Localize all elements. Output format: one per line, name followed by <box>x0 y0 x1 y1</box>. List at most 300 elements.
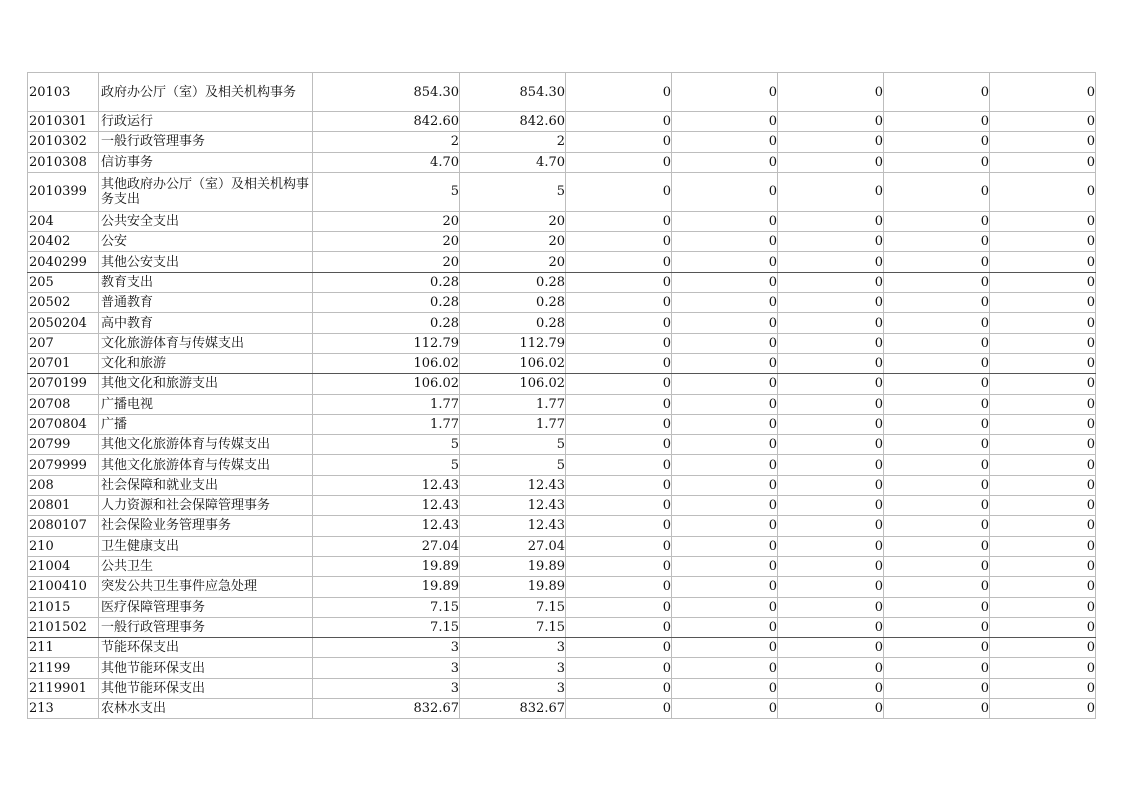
table-row <box>28 638 1096 658</box>
amount-cell: 0 <box>672 394 778 414</box>
subject-code-cell: 2010308 <box>28 152 99 172</box>
subject-code-cell: 2070804 <box>28 414 99 434</box>
amount-cell: 0 <box>990 699 1096 719</box>
amount-cell: 0 <box>884 353 990 373</box>
amount-cell: 4.70 <box>313 152 460 172</box>
subject-name-cell: 其他政府办公厅（室）及相关机构事务支出 <box>99 172 313 211</box>
amount-cell: 0 <box>884 638 990 658</box>
table-row <box>28 394 1096 414</box>
amount-cell: 4.70 <box>460 152 566 172</box>
amount-cell: 0 <box>778 455 884 475</box>
subject-name-cell: 人力资源和社会保障管理事务 <box>99 496 313 516</box>
amount-cell: 0 <box>778 699 884 719</box>
amount-cell: 0 <box>884 112 990 132</box>
subject-name-cell: 文化旅游体育与传媒支出 <box>99 333 313 353</box>
subject-code-cell: 21004 <box>28 556 99 576</box>
amount-cell: 0 <box>778 678 884 698</box>
amount-cell: 0 <box>672 536 778 556</box>
amount-cell: 0 <box>566 232 672 252</box>
amount-cell: 0 <box>778 333 884 353</box>
amount-cell: 0 <box>884 313 990 333</box>
subject-name-cell: 突发公共卫生事件应急处理 <box>99 577 313 597</box>
subject-code-cell: 2010301 <box>28 112 99 132</box>
amount-cell: 0 <box>884 435 990 455</box>
amount-cell: 0 <box>778 435 884 455</box>
amount-cell: 0 <box>672 414 778 434</box>
amount-cell: 0 <box>778 475 884 495</box>
table-row <box>28 617 1096 637</box>
amount-cell: 854.30 <box>313 73 460 112</box>
table-row <box>28 536 1096 556</box>
subject-code-cell: 208 <box>28 475 99 495</box>
amount-cell: 0 <box>778 353 884 373</box>
amount-cell: 19.89 <box>313 577 460 597</box>
subject-code-cell: 20502 <box>28 293 99 313</box>
amount-cell: 0 <box>778 132 884 152</box>
amount-cell: 0 <box>778 496 884 516</box>
table-row <box>28 232 1096 252</box>
amount-cell: 0 <box>884 699 990 719</box>
amount-cell: 0 <box>778 313 884 333</box>
amount-cell: 0 <box>884 152 990 172</box>
amount-cell: 0 <box>566 112 672 132</box>
table-row <box>28 252 1096 272</box>
amount-cell: 5 <box>460 172 566 211</box>
amount-cell: 0 <box>990 293 1096 313</box>
table-row <box>28 152 1096 172</box>
amount-cell: 0 <box>990 374 1096 394</box>
subject-name-cell: 其他公安支出 <box>99 252 313 272</box>
amount-cell: 3 <box>313 658 460 678</box>
amount-cell: 0 <box>672 73 778 112</box>
amount-cell: 0 <box>672 638 778 658</box>
amount-cell: 0 <box>566 536 672 556</box>
amount-cell: 1.77 <box>313 394 460 414</box>
table-row <box>28 132 1096 152</box>
amount-cell: 0 <box>672 172 778 211</box>
amount-cell: 0 <box>884 333 990 353</box>
amount-cell: 0 <box>672 353 778 373</box>
amount-cell: 0 <box>884 374 990 394</box>
amount-cell: 0 <box>778 414 884 434</box>
amount-cell: 0 <box>672 252 778 272</box>
amount-cell: 0 <box>884 293 990 313</box>
amount-cell: 0 <box>884 577 990 597</box>
amount-cell: 0 <box>884 475 990 495</box>
subject-code-cell: 213 <box>28 699 99 719</box>
amount-cell: 0 <box>672 313 778 333</box>
amount-cell: 0 <box>672 678 778 698</box>
amount-cell: 0 <box>884 73 990 112</box>
amount-cell: 0 <box>566 353 672 373</box>
subject-code-cell: 2100410 <box>28 577 99 597</box>
subject-name-cell: 医疗保障管理事务 <box>99 597 313 617</box>
amount-cell: 0 <box>566 699 672 719</box>
amount-cell: 0.28 <box>313 272 460 292</box>
subject-name-cell: 广播电视 <box>99 394 313 414</box>
amount-cell: 0 <box>884 658 990 678</box>
amount-cell: 106.02 <box>313 374 460 394</box>
amount-cell: 1.77 <box>313 414 460 434</box>
subject-code-cell: 211 <box>28 638 99 658</box>
table-row <box>28 455 1096 475</box>
subject-code-cell: 210 <box>28 536 99 556</box>
table-row <box>28 272 1096 292</box>
table-row <box>28 333 1096 353</box>
amount-cell: 0 <box>778 516 884 536</box>
amount-cell: 0 <box>990 211 1096 231</box>
amount-cell: 0 <box>990 638 1096 658</box>
subject-name-cell: 其他文化和旅游支出 <box>99 374 313 394</box>
amount-cell: 0 <box>672 435 778 455</box>
amount-cell: 0 <box>884 536 990 556</box>
table-row <box>28 313 1096 333</box>
amount-cell: 0 <box>990 272 1096 292</box>
amount-cell: 2 <box>313 132 460 152</box>
subject-code-cell: 2010399 <box>28 172 99 211</box>
amount-cell: 0 <box>990 414 1096 434</box>
amount-cell: 0 <box>566 658 672 678</box>
subject-code-cell: 20701 <box>28 353 99 373</box>
subject-code-cell: 21199 <box>28 658 99 678</box>
subject-code-cell: 2010302 <box>28 132 99 152</box>
amount-cell: 0 <box>990 516 1096 536</box>
amount-cell: 0 <box>778 617 884 637</box>
subject-name-cell: 广播 <box>99 414 313 434</box>
amount-cell: 0 <box>884 516 990 536</box>
amount-cell: 0 <box>990 252 1096 272</box>
amount-cell: 0 <box>672 272 778 292</box>
amount-cell: 0 <box>672 232 778 252</box>
amount-cell: 0 <box>884 617 990 637</box>
subject-code-cell: 2040299 <box>28 252 99 272</box>
amount-cell: 0 <box>672 577 778 597</box>
amount-cell: 3 <box>460 678 566 698</box>
subject-name-cell: 社会保险业务管理事务 <box>99 516 313 536</box>
amount-cell: 0 <box>566 496 672 516</box>
table-row <box>28 556 1096 576</box>
amount-cell: 0 <box>990 232 1096 252</box>
amount-cell: 12.43 <box>313 496 460 516</box>
table-row <box>28 293 1096 313</box>
amount-cell: 0 <box>566 293 672 313</box>
amount-cell: 2 <box>460 132 566 152</box>
amount-cell: 12.43 <box>313 516 460 536</box>
amount-cell: 7.15 <box>460 597 566 617</box>
amount-cell: 0 <box>990 556 1096 576</box>
amount-cell: 0 <box>672 597 778 617</box>
amount-cell: 0 <box>778 232 884 252</box>
amount-cell: 106.02 <box>460 374 566 394</box>
amount-cell: 20 <box>313 252 460 272</box>
amount-cell: 0 <box>990 455 1096 475</box>
subject-code-cell: 2079999 <box>28 455 99 475</box>
amount-cell: 0 <box>990 496 1096 516</box>
subject-code-cell: 20801 <box>28 496 99 516</box>
amount-cell: 0 <box>884 496 990 516</box>
subject-code-cell: 2080107 <box>28 516 99 536</box>
amount-cell: 0 <box>990 132 1096 152</box>
amount-cell: 0 <box>884 232 990 252</box>
amount-cell: 1.77 <box>460 414 566 434</box>
amount-cell: 0 <box>778 536 884 556</box>
table-row <box>28 374 1096 394</box>
amount-cell: 12.43 <box>460 475 566 495</box>
amount-cell: 842.60 <box>460 112 566 132</box>
amount-cell: 12.43 <box>460 496 566 516</box>
amount-cell: 106.02 <box>313 353 460 373</box>
amount-cell: 0 <box>778 73 884 112</box>
amount-cell: 0 <box>990 435 1096 455</box>
amount-cell: 0 <box>990 475 1096 495</box>
subject-name-cell: 普通教育 <box>99 293 313 313</box>
amount-cell: 7.15 <box>313 617 460 637</box>
amount-cell: 20 <box>460 232 566 252</box>
subject-name-cell: 教育支出 <box>99 272 313 292</box>
subject-code-cell: 20402 <box>28 232 99 252</box>
table-row <box>28 414 1096 434</box>
amount-cell: 20 <box>460 211 566 231</box>
amount-cell: 0 <box>672 699 778 719</box>
amount-cell: 12.43 <box>460 516 566 536</box>
amount-cell: 0 <box>566 617 672 637</box>
subject-code-cell: 2119901 <box>28 678 99 698</box>
table-row <box>28 658 1096 678</box>
amount-cell: 0.28 <box>313 293 460 313</box>
amount-cell: 112.79 <box>460 333 566 353</box>
amount-cell: 5 <box>313 455 460 475</box>
amount-cell: 0 <box>672 617 778 637</box>
amount-cell: 0 <box>990 353 1096 373</box>
amount-cell: 0 <box>990 617 1096 637</box>
amount-cell: 0 <box>778 394 884 414</box>
table-row <box>28 496 1096 516</box>
amount-cell: 0 <box>672 658 778 678</box>
amount-cell: 0 <box>778 658 884 678</box>
amount-cell: 0 <box>990 536 1096 556</box>
amount-cell: 0 <box>778 374 884 394</box>
amount-cell: 0 <box>778 272 884 292</box>
subject-code-cell: 205 <box>28 272 99 292</box>
subject-name-cell: 一般行政管理事务 <box>99 617 313 637</box>
amount-cell: 0 <box>566 132 672 152</box>
amount-cell: 0 <box>778 152 884 172</box>
table-row <box>28 597 1096 617</box>
amount-cell: 0 <box>884 252 990 272</box>
amount-cell: 0 <box>778 211 884 231</box>
amount-cell: 0 <box>672 556 778 576</box>
amount-cell: 0 <box>778 597 884 617</box>
amount-cell: 5 <box>313 435 460 455</box>
amount-cell: 832.67 <box>313 699 460 719</box>
amount-cell: 20 <box>313 211 460 231</box>
table-row <box>28 678 1096 698</box>
budget-expenditure-table <box>27 72 1096 719</box>
amount-cell: 0 <box>566 252 672 272</box>
amount-cell: 0 <box>884 414 990 434</box>
amount-cell: 0 <box>884 455 990 475</box>
amount-cell: 0 <box>990 152 1096 172</box>
subject-name-cell: 文化和旅游 <box>99 353 313 373</box>
table-row <box>28 699 1096 719</box>
amount-cell: 0.28 <box>460 272 566 292</box>
amount-cell: 0 <box>566 211 672 231</box>
subject-code-cell: 204 <box>28 211 99 231</box>
amount-cell: 19.89 <box>460 577 566 597</box>
amount-cell: 0 <box>672 475 778 495</box>
amount-cell: 0 <box>884 272 990 292</box>
amount-cell: 0 <box>672 132 778 152</box>
amount-cell: 0 <box>778 638 884 658</box>
table-row <box>28 353 1096 373</box>
amount-cell: 0 <box>778 172 884 211</box>
amount-cell: 0 <box>990 658 1096 678</box>
subject-code-cell: 2101502 <box>28 617 99 637</box>
table-row <box>28 112 1096 132</box>
amount-cell: 0 <box>672 496 778 516</box>
table-row <box>28 577 1096 597</box>
subject-code-cell: 207 <box>28 333 99 353</box>
amount-cell: 0 <box>990 577 1096 597</box>
subject-name-cell: 行政运行 <box>99 112 313 132</box>
subject-name-cell: 公安 <box>99 232 313 252</box>
amount-cell: 0 <box>566 475 672 495</box>
amount-cell: 3 <box>460 638 566 658</box>
subject-name-cell: 农林水支出 <box>99 699 313 719</box>
amount-cell: 0 <box>566 577 672 597</box>
amount-cell: 0 <box>566 394 672 414</box>
amount-cell: 106.02 <box>460 353 566 373</box>
amount-cell: 0 <box>672 152 778 172</box>
amount-cell: 0 <box>672 333 778 353</box>
amount-cell: 0 <box>672 211 778 231</box>
amount-cell: 27.04 <box>460 536 566 556</box>
amount-cell: 5 <box>460 455 566 475</box>
amount-cell: 0 <box>566 556 672 576</box>
subject-name-cell: 其他文化旅游体育与传媒支出 <box>99 435 313 455</box>
subject-name-cell: 社会保障和就业支出 <box>99 475 313 495</box>
amount-cell: 0 <box>672 516 778 536</box>
amount-cell: 112.79 <box>313 333 460 353</box>
subject-name-cell: 高中教育 <box>99 313 313 333</box>
amount-cell: 0 <box>566 172 672 211</box>
amount-cell: 0 <box>672 293 778 313</box>
subject-name-cell: 其他节能环保支出 <box>99 658 313 678</box>
amount-cell: 5 <box>460 435 566 455</box>
amount-cell: 0 <box>566 455 672 475</box>
table-row <box>28 516 1096 536</box>
amount-cell: 842.60 <box>313 112 460 132</box>
amount-cell: 20 <box>313 232 460 252</box>
amount-cell: 12.43 <box>313 475 460 495</box>
amount-cell: 0 <box>566 638 672 658</box>
amount-cell: 7.15 <box>460 617 566 637</box>
table-row <box>28 172 1096 211</box>
amount-cell: 0 <box>990 172 1096 211</box>
amount-cell: 0 <box>990 597 1096 617</box>
amount-cell: 0 <box>884 678 990 698</box>
amount-cell: 0 <box>778 112 884 132</box>
amount-cell: 19.89 <box>313 556 460 576</box>
amount-cell: 832.67 <box>460 699 566 719</box>
amount-cell: 0 <box>990 678 1096 698</box>
amount-cell: 0 <box>672 112 778 132</box>
amount-cell: 0 <box>990 394 1096 414</box>
subject-code-cell: 2050204 <box>28 313 99 333</box>
amount-cell: 0 <box>566 272 672 292</box>
amount-cell: 0 <box>566 678 672 698</box>
subject-code-cell: 20103 <box>28 73 99 112</box>
amount-cell: 0 <box>884 211 990 231</box>
subject-name-cell: 其他节能环保支出 <box>99 678 313 698</box>
amount-cell: 0 <box>566 333 672 353</box>
amount-cell: 0 <box>778 252 884 272</box>
amount-cell: 0 <box>566 374 672 394</box>
amount-cell: 0 <box>566 414 672 434</box>
amount-cell: 3 <box>460 658 566 678</box>
amount-cell: 0 <box>566 435 672 455</box>
subject-name-cell: 一般行政管理事务 <box>99 132 313 152</box>
amount-cell: 5 <box>313 172 460 211</box>
table-row <box>28 435 1096 455</box>
amount-cell: 0 <box>672 455 778 475</box>
amount-cell: 0 <box>566 152 672 172</box>
amount-cell: 27.04 <box>313 536 460 556</box>
amount-cell: 0 <box>778 556 884 576</box>
subject-name-cell: 卫生健康支出 <box>99 536 313 556</box>
amount-cell: 0 <box>990 333 1096 353</box>
subject-code-cell: 20799 <box>28 435 99 455</box>
amount-cell: 0 <box>566 597 672 617</box>
subject-code-cell: 21015 <box>28 597 99 617</box>
amount-cell: 1.77 <box>460 394 566 414</box>
subject-name-cell: 其他文化旅游体育与传媒支出 <box>99 455 313 475</box>
amount-cell: 0 <box>884 132 990 152</box>
table-row <box>28 211 1096 231</box>
amount-cell: 0 <box>672 374 778 394</box>
subject-name-cell: 公共安全支出 <box>99 211 313 231</box>
subject-code-cell: 20708 <box>28 394 99 414</box>
amount-cell: 0.28 <box>313 313 460 333</box>
subject-name-cell: 节能环保支出 <box>99 638 313 658</box>
amount-cell: 0 <box>778 577 884 597</box>
amount-cell: 19.89 <box>460 556 566 576</box>
amount-cell: 20 <box>460 252 566 272</box>
amount-cell: 3 <box>313 638 460 658</box>
amount-cell: 0 <box>990 73 1096 112</box>
amount-cell: 0 <box>990 112 1096 132</box>
amount-cell: 0 <box>884 394 990 414</box>
amount-cell: 0 <box>990 313 1096 333</box>
amount-cell: 0 <box>884 556 990 576</box>
table-row <box>28 475 1096 495</box>
amount-cell: 854.30 <box>460 73 566 112</box>
amount-cell: 0 <box>566 73 672 112</box>
amount-cell: 3 <box>313 678 460 698</box>
subject-name-cell: 政府办公厅（室）及相关机构事务 <box>99 73 313 112</box>
table-body <box>28 73 1096 719</box>
subject-code-cell: 2070199 <box>28 374 99 394</box>
table-row <box>28 73 1096 112</box>
amount-cell: 0 <box>884 172 990 211</box>
amount-cell: 0 <box>566 516 672 536</box>
subject-name-cell: 信访事务 <box>99 152 313 172</box>
amount-cell: 0 <box>884 597 990 617</box>
amount-cell: 0.28 <box>460 313 566 333</box>
amount-cell: 0 <box>778 293 884 313</box>
amount-cell: 0.28 <box>460 293 566 313</box>
amount-cell: 7.15 <box>313 597 460 617</box>
